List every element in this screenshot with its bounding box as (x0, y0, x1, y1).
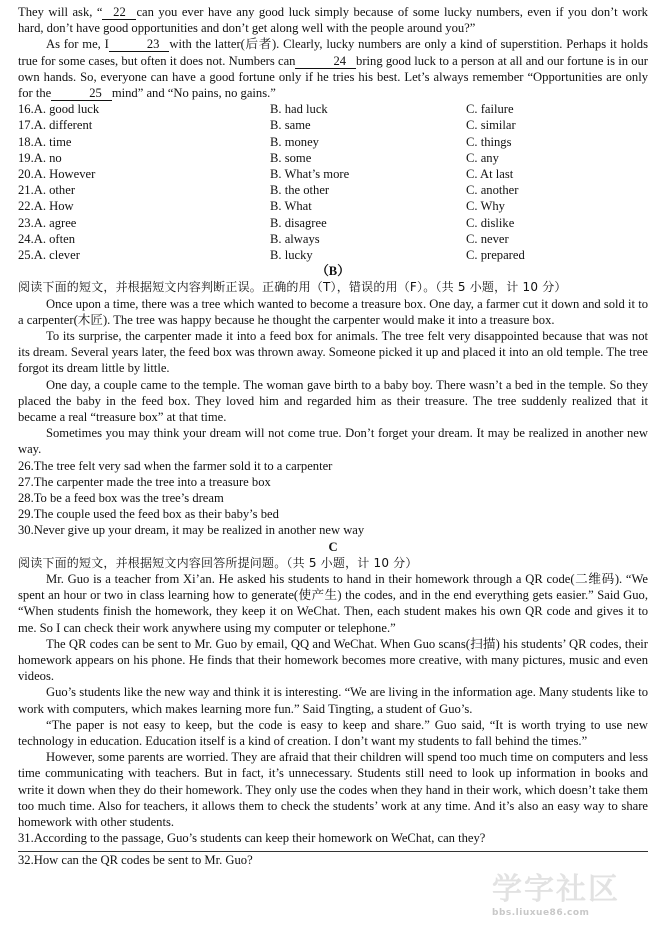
option-row: 19.A. no B. some C. any (18, 150, 499, 165)
passage-a-paragraph-2: As for me, I 23 with the latter(后者). Clearly, lucky numbers are only a kind of superstition. Perhaps it holds true for some cases, but often it does not. Numbers can 24 bring good luck to a person at all and our fortune is in our own hands. So, everyone can have a good fortune only if he tries his best. Let’s always remember “Opportunities are only for the 25 mind” and “No pains, no gains.” (18, 37, 648, 101)
section-b-heading: （B） (316, 264, 350, 279)
blank-24: 24 (295, 55, 356, 69)
question-29: 29.The couple used the feed box as their baby’s bed (18, 507, 279, 522)
section-c-instruction: 阅读下面的短文，并根据短文内容回答所提问题。（共 5 小题，计 10 分） (18, 555, 418, 570)
option-row: 20.A. However B. What’s more C. At last (18, 166, 514, 181)
section-c-paragraph: Guo’s students like the new way and think it is interesting. “We are living in the information age. Many students like to work with computers, which makes learning more fun.” Said Tingting, a student of Guo’s. (18, 685, 648, 716)
question-27: 27.The carpenter made the tree into a treasure box (18, 474, 271, 489)
blank-22: 22 (102, 6, 136, 20)
question-32: 32.How can the QR codes be sent to Mr. Guo? (18, 853, 253, 868)
section-b-paragraph: To its surprise, the carpenter made it into a feed box for animals. The tree felt very disappointed because that was not its dream. Several years later, the feed box was thrown away. Someone picked it up and placed it into an old temple. The tree forgot its dream little by little. (18, 328, 648, 376)
section-b-paragraph: Sometimes you may think your dream will not come true. Don’t forget your dream. It may be realized in another new way. (18, 426, 648, 457)
blank-23: 23 (109, 38, 170, 52)
section-b-paragraph: Once upon a time, there was a tree which wanted to become a treasure box. One day, a farmer cut it down and sold it to a carpenter(木匠). The tree was happy because he thought the carpenter would make it into a treasure box. (18, 296, 648, 327)
section-b-instruction: 阅读下面的短文，并根据短文内容判断正误。正确的用（T），错误的用（F）。（共 5 小题，计 10 分） (18, 280, 567, 295)
question-26: 26.The tree felt very sad when the farmer sold it to a carpenter (18, 458, 333, 473)
option-list (18, 101, 648, 263)
option-row: 23.A. agree B. disagree C. dislike (18, 215, 515, 230)
section-c-paragraph: Mr. Guo is a teacher from Xi’an. He asked his students to hand in their homework through a QR code(二维码). “We spent an hour or two in class learning how to generate(使产生) the codes, and in the end everything gets easier.” Said Guo, “When students finish the homework, they keep it on WeChat. Then, each student makes his own QR code and gives it to me. So I can check their work anywhere using my computer or telephone.” (18, 571, 648, 635)
watermark-url: bbs.liuxue86.com (492, 908, 590, 918)
section-c-paragraph: The QR codes can be sent to Mr. Guo by email, QQ and WeChat. When Guo scans(扫描) his students’ QR codes, their homework appears on his phone. He finds that their homework becomes more creative, with many pictures, music and even videos. (18, 636, 648, 684)
watermark-logo: 学字社区 (492, 872, 620, 907)
option-row: 22.A. How B. What C. Why (18, 199, 505, 214)
option-row: 24.A. often B. always C. never (18, 231, 509, 246)
section-c-paragraph: “The paper is not easy to keep, but the code is easy to keep and share.” Guo said, “It is worth trying to use new technology in education. Education itself is a kind of creation. I don’t want my students to fall behind the times.” (18, 717, 648, 748)
section-c-heading: C (328, 539, 338, 554)
option-row: 17.A. different B. same C. similar (18, 118, 516, 133)
option-row: 16.A. good luck B. had luck C. failure (18, 102, 514, 117)
blank-25: 25 (51, 87, 112, 101)
question-30: 30.Never give up your dream, it may be realized in another new way (18, 523, 365, 538)
option-row: 21.A. other B. the other C. another (18, 183, 519, 198)
option-row: 25.A. clever B. lucky C. prepared (18, 247, 525, 262)
section-b-paragraph: One day, a couple came to the temple. The woman gave birth to a baby boy. There wasn’t a bed in the temple. So they placed the baby in the feed box. They loved him and regarded him as their treasure. The tree suddenly realized that it became a real “treasure box” at that time. (18, 377, 648, 424)
option-row: 18.A. time B. money C. things (18, 134, 512, 149)
question-31: 31.According to the passage, Guo’s students can keep their homework on WeChat, can they? (18, 831, 486, 846)
passage-a-paragraph-1: They will ask, “ 22 can you ever have any good luck simply because of some lucky numbers, even if you don’t work hard, don’t have good opportunities and don’t get along well with the people around you?” (18, 5, 648, 36)
question-28: 28.To be a feed box was the tree’s dream (18, 490, 224, 505)
site-watermark (492, 872, 642, 924)
section-c-paragraph: However, some parents are worried. They are afraid that their children will spend too much time on computers and less time communicating with teachers. But in fact, it’s unnecessary. Students still need to look up information in books and write it down when they do their homework. They only use the codes when they hand in their work, which doesn’t take them too much time. Also for teachers, it allows them to check the students’ work at any time. And it’s also an easy way to share homework with other students. (18, 750, 648, 829)
exam-page (18, 4, 648, 869)
